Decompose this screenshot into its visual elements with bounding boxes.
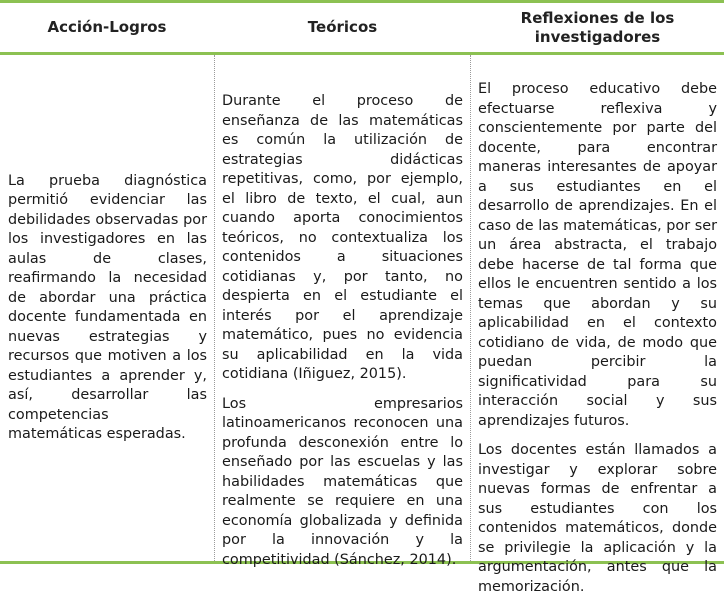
cell-col3-paragraph-1: El proceso educativo debe efectuarse reflexiva y conscientemente por parte del docente, para encontrar maneras interesantes de apoyar a sus estudiantes en el desarrollo de aprendizajes. En el caso de las matemáticas, por ser un área abstracta, el trabajo debe hacerse de tal forma que ellos le encuentren sentido a los temas que abordan y su aplicabilidad en el contexto cotidiano de vida, de modo que puedan percibir la significatividad para su interacción social y sus aprendizajes futuros. [478, 81, 717, 429]
header-col1-label: Acción-Logros [47, 18, 167, 36]
header-teoricos [215, 3, 470, 52]
header-accion-logros [0, 3, 214, 52]
column-divider-2 [470, 55, 472, 561]
header-col2-label: Teóricos [307, 18, 378, 36]
cell-col1-text: La prueba diagnóstica permitió evidenciar las debilidades observadas por los investigadores en las aulas de clases, reafirmando la necesidad de abordar una práctica docente fundamentada en nuevas estrategias y recursos que motiven a los estudiantes a aprender y, así, desarrollar las competencias matemáticas esperadas. [8, 172, 207, 442]
header-col3-line1: Reflexiones de los [520, 8, 675, 27]
cell-accion-logros [8, 55, 207, 561]
header-reflexiones [471, 3, 724, 52]
cell-col3-paragraph-2: Los docentes están llamados a investigar y explorar sobre nuevas formas de enfrentar a sus estudiantes con los contenidos matemáticos, donde se privilegie la aplicación y la argumentación, antes que la memorización. [478, 442, 717, 595]
header-col3-line2: investigadores [534, 27, 661, 46]
cell-reflexiones [478, 80, 717, 597]
cell-col2-paragraph-1: Durante el proceso de enseñanza de las matemáticas es común la utilización de estrategias didácticas repetitivas, como, por ejemplo, el libro de texto, el cual, aun cuando aporta conocimientos teóricos, no contextualiza los contenidos a situaciones cotidianas y, por tanto, no despierta en el estudiante el interés por el aprendizaje matemático, pues no evidencia su aplicabilidad en la vida cotidiana (Iñiguez, 2015). [222, 93, 463, 382]
cell-col2-paragraph-2: Los empresarios latinoamericanos reconocen una profunda desconexión entre lo enseñado por las escuelas y las habilidades matemáticas que realmente se requiere en una economía globalizada y definida por la innovación y la competitividad (Sánchez, 2014). [222, 395, 463, 568]
cell-teoricos [222, 92, 463, 570]
column-divider-1 [214, 55, 216, 561]
